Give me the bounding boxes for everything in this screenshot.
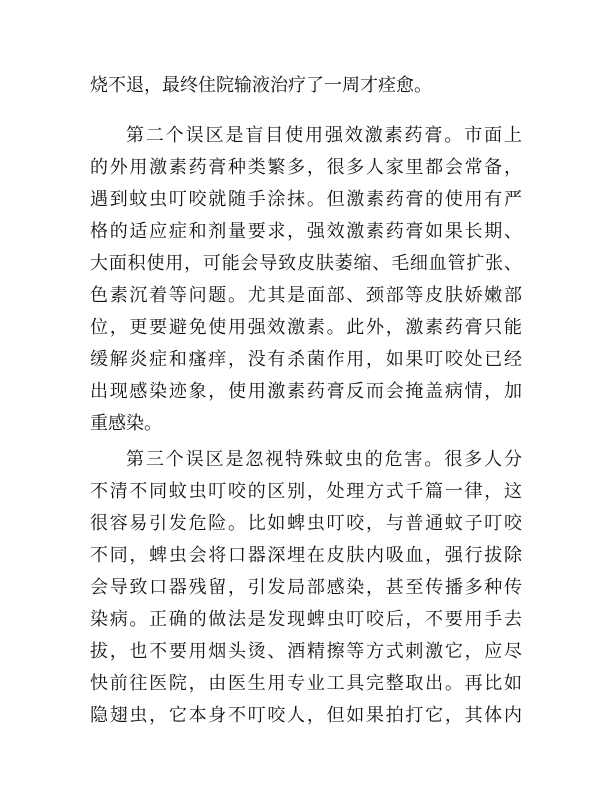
- text-line: 不清不同蚊虫叮咬的区别，处理方式千篇一律，这: [90, 481, 522, 502]
- text-line: 色素沉着等问题。尤其是面部、颈部等皮肤娇嫩部: [90, 285, 522, 306]
- text-line: 重感染。: [90, 413, 162, 434]
- text-line: 遇到蚊虫叮咬就随手涂抹。但激素药膏的使用有严: [90, 189, 522, 210]
- text-line: 第三个误区是忽视特殊蚊虫的危害。很多人分: [126, 449, 522, 470]
- text-line: 染病。正确的做法是发现蜱虫叮咬后，不要用手去: [90, 609, 522, 630]
- text-line: 拔，也不要用烟头烫、酒精擦等方式刺激它，应尽: [90, 641, 522, 662]
- text-line: 快前往医院，由医生用专业工具完整取出。再比如: [90, 673, 522, 694]
- text-line: 很容易引发危险。比如蜱虫叮咬，与普通蚊子叮咬: [90, 513, 522, 534]
- text-line: 不同，蜱虫会将口器深埋在皮肤内吸血，强行拔除: [90, 545, 522, 566]
- text-line: 第二个误区是盲目使用强效激素药膏。市面上: [126, 125, 522, 146]
- paragraph-3: [90, 444, 522, 732]
- text-line: 位，更要避免使用强效激素。此外，激素药膏只能: [90, 317, 522, 338]
- text-line: 出现感染迹象，使用激素药膏反而会掩盖病情，加: [90, 381, 522, 402]
- text-line: 大面积使用，可能会导致皮肤萎缩、毛细血管扩张、: [90, 253, 522, 274]
- text-line: 缓解炎症和瘙痒，没有杀菌作用，如果叮咬处已经: [90, 349, 522, 370]
- paragraph-1: [90, 70, 522, 102]
- paragraph-2: [90, 120, 522, 440]
- text-line: 的外用激素药膏种类繁多，很多人家里都会常备，: [90, 157, 522, 178]
- text-line: 格的适应症和剂量要求，强效激素药膏如果长期、: [90, 221, 522, 242]
- text-line: 烧不退，最终住院输液治疗了一周才痊愈。: [90, 75, 432, 96]
- text-line: 隐翅虫，它本身不叮咬人，但如果拍打它，其体内: [90, 705, 522, 726]
- text-line: 会导致口器残留，引发局部感染，甚至传播多种传: [90, 577, 522, 598]
